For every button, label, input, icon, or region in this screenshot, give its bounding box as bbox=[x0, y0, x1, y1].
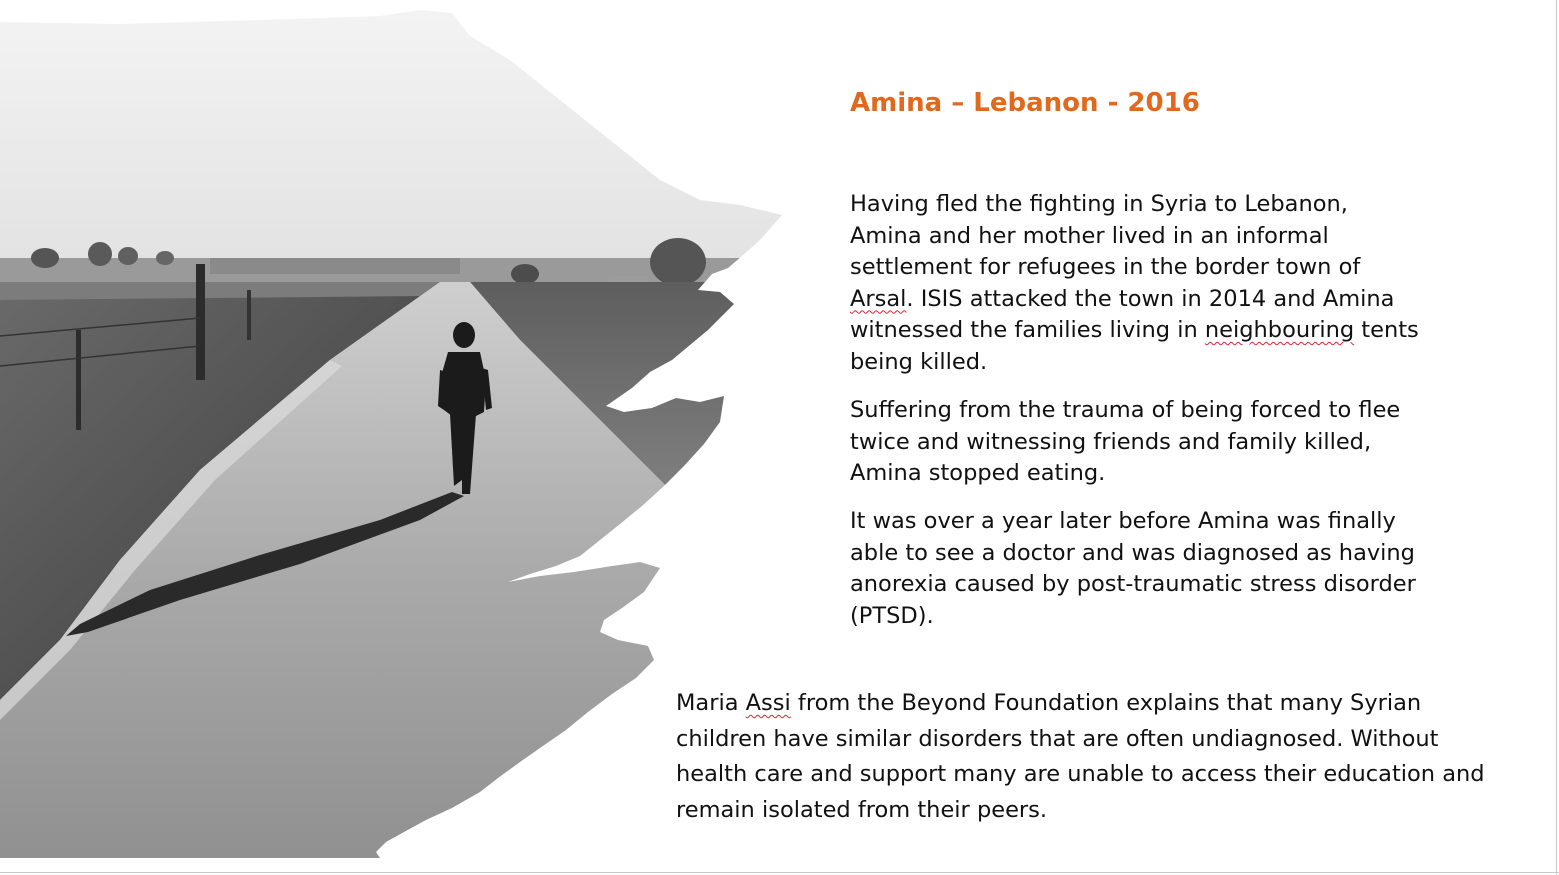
text-line: (PTSD). bbox=[850, 602, 934, 629]
paragraph-trauma bbox=[850, 395, 1490, 490]
text-line: anorexia caused by post-traumatic stress disorder bbox=[850, 571, 1416, 597]
text-line: children have similar disorders that are often undiagnosed. Without bbox=[676, 725, 1439, 752]
text-line bbox=[676, 686, 1546, 722]
text-line: Amina stopped eating. bbox=[850, 460, 1106, 486]
spellcheck-word: neighbouring bbox=[1204, 317, 1355, 343]
text-line: twice and witnessing friends and family killed, bbox=[850, 428, 1372, 455]
text-segment: witnessed the families living in bbox=[850, 317, 1205, 343]
spellcheck-word: Arsal bbox=[850, 285, 907, 312]
text-line: Suffering from the trauma of being forced to flee bbox=[850, 397, 1401, 423]
text-line: able to see a doctor and was diagnosed as having bbox=[850, 539, 1415, 566]
text-segment: tents bbox=[1354, 317, 1419, 343]
text-segment: . ISIS attacked the town in 2014 and Amina bbox=[906, 285, 1395, 312]
text-line: remain isolated from their peers. bbox=[676, 796, 1048, 823]
spellcheck-word: Assi bbox=[745, 690, 791, 716]
paragraph-escape-story bbox=[850, 189, 1490, 378]
paragraph-foundation-quote bbox=[676, 686, 1546, 828]
text-line: being killed. bbox=[850, 348, 988, 375]
text-line: Having fled the fighting in Syria to Lebanon, bbox=[850, 191, 1348, 217]
text-line bbox=[850, 284, 1490, 316]
text-line: settlement for refugees in the border town of bbox=[850, 254, 1361, 280]
text-line: Amina and her mother lived in an informal bbox=[850, 222, 1329, 249]
slide-title: Amina – Lebanon - 2016 bbox=[850, 88, 1200, 118]
text-segment: from the Beyond Foundation explains that many Syrian bbox=[790, 690, 1422, 716]
text-line: It was over a year later before Amina was finally bbox=[850, 508, 1396, 534]
slide-border-right bbox=[1556, 0, 1557, 875]
text-line: health care and support many are unable to access their education and bbox=[676, 761, 1485, 787]
text-line bbox=[850, 315, 1490, 347]
text-segment: Maria bbox=[676, 690, 746, 716]
paragraph-diagnosis bbox=[850, 506, 1490, 632]
slide-border-bottom bbox=[0, 872, 1559, 873]
